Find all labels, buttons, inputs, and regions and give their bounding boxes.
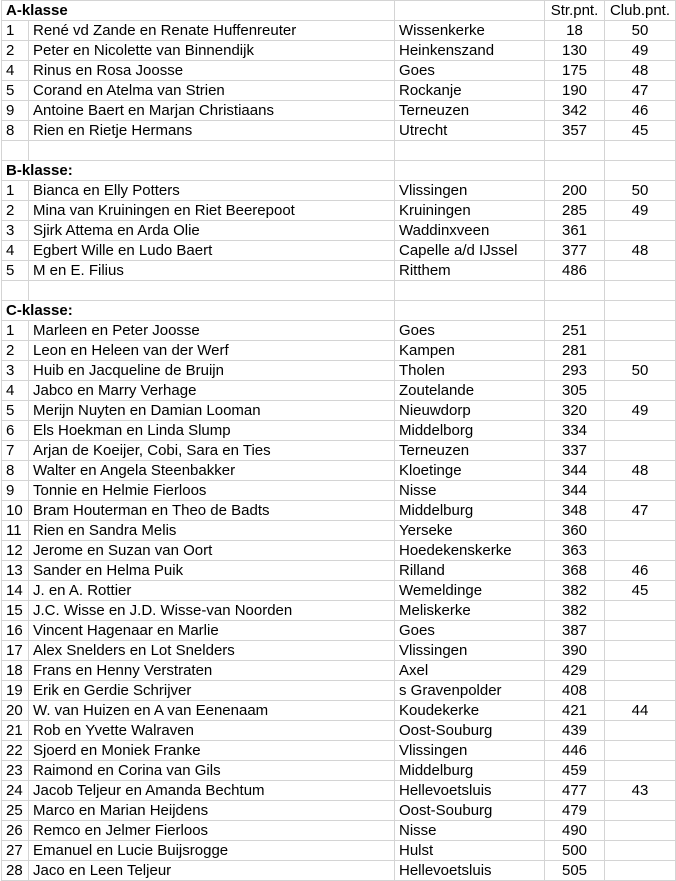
str-points-cell: 18 bbox=[545, 21, 605, 41]
place-cell: Kloetinge bbox=[395, 461, 545, 481]
place-cell: Nieuwdorp bbox=[395, 401, 545, 421]
str-points-cell: 334 bbox=[545, 421, 605, 441]
place-cell: Axel bbox=[395, 661, 545, 681]
str-points-cell: 486 bbox=[545, 261, 605, 281]
club-points-cell: 45 bbox=[605, 581, 676, 601]
club-points-cell: 46 bbox=[605, 561, 676, 581]
table-row bbox=[2, 821, 676, 841]
empty-cell bbox=[545, 141, 605, 161]
club-points-cell: 50 bbox=[605, 181, 676, 201]
rank-cell: 19 bbox=[2, 681, 29, 701]
club-points-cell bbox=[605, 741, 676, 761]
table-row bbox=[2, 61, 676, 81]
rank-cell: 5 bbox=[2, 401, 29, 421]
table-row bbox=[2, 321, 676, 341]
section-header-row bbox=[2, 161, 676, 181]
str-points-cell: 421 bbox=[545, 701, 605, 721]
rank-cell: 2 bbox=[2, 41, 29, 61]
place-cell: Goes bbox=[395, 321, 545, 341]
club-points-cell: 48 bbox=[605, 61, 676, 81]
rank-cell: 13 bbox=[2, 561, 29, 581]
team-name-cell: Alex Snelders en Lot Snelders bbox=[29, 641, 395, 661]
club-points-cell: 49 bbox=[605, 201, 676, 221]
str-points-cell: 500 bbox=[545, 841, 605, 861]
team-name-cell: René vd Zande en Renate Huffenreuter bbox=[29, 21, 395, 41]
rank-cell: 5 bbox=[2, 261, 29, 281]
table-row bbox=[2, 241, 676, 261]
str-points-cell: 251 bbox=[545, 321, 605, 341]
results-table-body bbox=[2, 1, 676, 881]
table-row bbox=[2, 381, 676, 401]
str-points-cell: 348 bbox=[545, 501, 605, 521]
place-cell: Hoedekenskerke bbox=[395, 541, 545, 561]
rank-cell: 1 bbox=[2, 21, 29, 41]
team-name-cell: Tonnie en Helmie Fierloos bbox=[29, 481, 395, 501]
table-row bbox=[2, 81, 676, 101]
place-cell: Wemeldinge bbox=[395, 581, 545, 601]
team-name-cell: Jacob Teljeur en Amanda Bechtum bbox=[29, 781, 395, 801]
team-name-cell: Sjirk Attema en Arda Olie bbox=[29, 221, 395, 241]
rank-cell: 10 bbox=[2, 501, 29, 521]
str-points-cell: 305 bbox=[545, 381, 605, 401]
str-points-cell: 377 bbox=[545, 241, 605, 261]
rank-cell: 3 bbox=[2, 221, 29, 241]
team-name-cell: M en E. Filius bbox=[29, 261, 395, 281]
section-header-row bbox=[2, 1, 676, 21]
club-points-cell bbox=[605, 601, 676, 621]
club-points-cell: 49 bbox=[605, 401, 676, 421]
team-name-cell: Jabco en Marry Verhage bbox=[29, 381, 395, 401]
str-points-cell: 368 bbox=[545, 561, 605, 581]
place-cell: Middelborg bbox=[395, 421, 545, 441]
str-points-cell: 429 bbox=[545, 661, 605, 681]
place-cell: Vlissingen bbox=[395, 641, 545, 661]
table-row bbox=[2, 621, 676, 641]
table-row bbox=[2, 681, 676, 701]
team-name-cell: Rien en Rietje Hermans bbox=[29, 121, 395, 141]
str-points-cell: 285 bbox=[545, 201, 605, 221]
str-points-cell: 360 bbox=[545, 521, 605, 541]
empty-cell bbox=[395, 301, 545, 321]
str-points-cell: 505 bbox=[545, 861, 605, 881]
rank-cell: 14 bbox=[2, 581, 29, 601]
club-points-cell bbox=[605, 321, 676, 341]
empty-cell bbox=[395, 281, 545, 301]
table-row bbox=[2, 641, 676, 661]
team-name-cell: J. en A. Rottier bbox=[29, 581, 395, 601]
empty-cell bbox=[605, 141, 676, 161]
club-points-cell: 48 bbox=[605, 461, 676, 481]
place-cell: Heinkenszand bbox=[395, 41, 545, 61]
rank-cell: 24 bbox=[2, 781, 29, 801]
place-cell: Meliskerke bbox=[395, 601, 545, 621]
team-name-cell: Arjan de Koeijer, Cobi, Sara en Ties bbox=[29, 441, 395, 461]
team-name-cell: Sander en Helma Puik bbox=[29, 561, 395, 581]
club-points-cell bbox=[605, 441, 676, 461]
table-row bbox=[2, 21, 676, 41]
team-name-cell: Sjoerd en Moniek Franke bbox=[29, 741, 395, 761]
table-row bbox=[2, 341, 676, 361]
place-cell: Tholen bbox=[395, 361, 545, 381]
str-points-cell: 190 bbox=[545, 81, 605, 101]
str-points-cell: 459 bbox=[545, 761, 605, 781]
team-name-cell: Leon en Heleen van der Werf bbox=[29, 341, 395, 361]
club-points-cell: 43 bbox=[605, 781, 676, 801]
str-points-cell: 439 bbox=[545, 721, 605, 741]
rank-cell: 4 bbox=[2, 381, 29, 401]
table-row bbox=[2, 461, 676, 481]
club-points-cell bbox=[605, 721, 676, 741]
team-name-cell: Els Hoekman en Linda Slump bbox=[29, 421, 395, 441]
table-row bbox=[2, 441, 676, 461]
rank-cell: 27 bbox=[2, 841, 29, 861]
spacer-row bbox=[2, 141, 676, 161]
rank-cell: 21 bbox=[2, 721, 29, 741]
place-cell: Koudekerke bbox=[395, 701, 545, 721]
place-cell: Oost-Souburg bbox=[395, 721, 545, 741]
empty-cell bbox=[395, 161, 545, 181]
place-cell: Middelburg bbox=[395, 761, 545, 781]
team-name-cell: Corand en Atelma van Strien bbox=[29, 81, 395, 101]
place-cell: Goes bbox=[395, 621, 545, 641]
club-points-cell bbox=[605, 341, 676, 361]
empty-cell bbox=[545, 301, 605, 321]
empty-cell bbox=[29, 281, 395, 301]
str-points-cell: 408 bbox=[545, 681, 605, 701]
team-name-cell: Walter en Angela Steenbakker bbox=[29, 461, 395, 481]
empty-cell bbox=[29, 141, 395, 161]
rank-cell: 8 bbox=[2, 461, 29, 481]
place-cell: Vlissingen bbox=[395, 741, 545, 761]
table-row bbox=[2, 361, 676, 381]
rank-cell: 25 bbox=[2, 801, 29, 821]
table-row bbox=[2, 521, 676, 541]
str-points-cell: 387 bbox=[545, 621, 605, 641]
team-name-cell: Egbert Wille en Ludo Baert bbox=[29, 241, 395, 261]
club-points-cell bbox=[605, 761, 676, 781]
str-points-cell: 446 bbox=[545, 741, 605, 761]
place-cell: Rilland bbox=[395, 561, 545, 581]
team-name-cell: Peter en Nicolette van Binnendijk bbox=[29, 41, 395, 61]
str-points-cell: 344 bbox=[545, 461, 605, 481]
table-row bbox=[2, 601, 676, 621]
table-row bbox=[2, 741, 676, 761]
place-cell: Hellevoetsluis bbox=[395, 861, 545, 881]
rank-cell: 16 bbox=[2, 621, 29, 641]
team-name-cell: Vincent Hagenaar en Marlie bbox=[29, 621, 395, 641]
str-points-cell: 363 bbox=[545, 541, 605, 561]
club-points-cell: 47 bbox=[605, 501, 676, 521]
table-row bbox=[2, 541, 676, 561]
empty-cell bbox=[2, 141, 29, 161]
rank-cell: 5 bbox=[2, 81, 29, 101]
section-title: A-klasse bbox=[2, 1, 395, 21]
place-cell: Nisse bbox=[395, 821, 545, 841]
team-name-cell: Jerome en Suzan van Oort bbox=[29, 541, 395, 561]
empty-cell bbox=[395, 141, 545, 161]
rank-cell: 17 bbox=[2, 641, 29, 661]
table-row bbox=[2, 701, 676, 721]
table-row bbox=[2, 761, 676, 781]
club-points-cell bbox=[605, 861, 676, 881]
club-points-cell bbox=[605, 841, 676, 861]
rank-cell: 9 bbox=[2, 481, 29, 501]
table-row bbox=[2, 781, 676, 801]
column-header-str: Str.pnt. bbox=[545, 1, 605, 21]
rank-cell: 23 bbox=[2, 761, 29, 781]
team-name-cell: Huib en Jacqueline de Bruijn bbox=[29, 361, 395, 381]
place-cell: Nisse bbox=[395, 481, 545, 501]
empty-cell bbox=[395, 1, 545, 21]
empty-cell bbox=[2, 281, 29, 301]
place-cell: Hellevoetsluis bbox=[395, 781, 545, 801]
place-cell: Zoutelande bbox=[395, 381, 545, 401]
str-points-cell: 337 bbox=[545, 441, 605, 461]
table-row bbox=[2, 861, 676, 881]
club-points-cell: 48 bbox=[605, 241, 676, 261]
club-points-cell bbox=[605, 821, 676, 841]
place-cell: Oost-Souburg bbox=[395, 801, 545, 821]
club-points-cell: 47 bbox=[605, 81, 676, 101]
place-cell: Kruiningen bbox=[395, 201, 545, 221]
empty-cell bbox=[545, 281, 605, 301]
rank-cell: 11 bbox=[2, 521, 29, 541]
team-name-cell: Merijn Nuyten en Damian Looman bbox=[29, 401, 395, 421]
str-points-cell: 382 bbox=[545, 601, 605, 621]
rank-cell: 15 bbox=[2, 601, 29, 621]
team-name-cell: Raimond en Corina van Gils bbox=[29, 761, 395, 781]
rank-cell: 2 bbox=[2, 341, 29, 361]
team-name-cell: J.C. Wisse en J.D. Wisse-van Noorden bbox=[29, 601, 395, 621]
column-header-club: Club.pnt. bbox=[605, 1, 676, 21]
club-points-cell bbox=[605, 381, 676, 401]
club-points-cell bbox=[605, 641, 676, 661]
table-row bbox=[2, 201, 676, 221]
club-points-cell: 44 bbox=[605, 701, 676, 721]
team-name-cell: Marleen en Peter Joosse bbox=[29, 321, 395, 341]
rank-cell: 18 bbox=[2, 661, 29, 681]
team-name-cell: Antoine Baert en Marjan Christiaans bbox=[29, 101, 395, 121]
rank-cell: 7 bbox=[2, 441, 29, 461]
str-points-cell: 390 bbox=[545, 641, 605, 661]
table-row bbox=[2, 261, 676, 281]
place-cell: s Gravenpolder bbox=[395, 681, 545, 701]
place-cell: Wissenkerke bbox=[395, 21, 545, 41]
club-points-cell bbox=[605, 541, 676, 561]
rank-cell: 26 bbox=[2, 821, 29, 841]
str-points-cell: 361 bbox=[545, 221, 605, 241]
str-points-cell: 477 bbox=[545, 781, 605, 801]
club-points-cell bbox=[605, 521, 676, 541]
club-points-cell bbox=[605, 661, 676, 681]
rank-cell: 4 bbox=[2, 61, 29, 81]
team-name-cell: Frans en Henny Verstraten bbox=[29, 661, 395, 681]
table-row bbox=[2, 581, 676, 601]
table-row bbox=[2, 121, 676, 141]
table-row bbox=[2, 401, 676, 421]
results-table bbox=[1, 0, 676, 881]
club-points-cell bbox=[605, 261, 676, 281]
table-row bbox=[2, 421, 676, 441]
club-points-cell bbox=[605, 801, 676, 821]
str-points-cell: 175 bbox=[545, 61, 605, 81]
table-row bbox=[2, 181, 676, 201]
rank-cell: 9 bbox=[2, 101, 29, 121]
club-points-cell bbox=[605, 621, 676, 641]
str-points-cell: 281 bbox=[545, 341, 605, 361]
rank-cell: 20 bbox=[2, 701, 29, 721]
team-name-cell: Jaco en Leen Teljeur bbox=[29, 861, 395, 881]
place-cell: Capelle a/d IJssel bbox=[395, 241, 545, 261]
table-row bbox=[2, 501, 676, 521]
place-cell: Waddinxveen bbox=[395, 221, 545, 241]
empty-cell bbox=[605, 301, 676, 321]
place-cell: Kampen bbox=[395, 341, 545, 361]
table-row bbox=[2, 661, 676, 681]
rank-cell: 1 bbox=[2, 321, 29, 341]
empty-cell bbox=[545, 161, 605, 181]
place-cell: Terneuzen bbox=[395, 441, 545, 461]
str-points-cell: 382 bbox=[545, 581, 605, 601]
spacer-row bbox=[2, 281, 676, 301]
str-points-cell: 344 bbox=[545, 481, 605, 501]
str-points-cell: 293 bbox=[545, 361, 605, 381]
club-points-cell: 45 bbox=[605, 121, 676, 141]
place-cell: Yerseke bbox=[395, 521, 545, 541]
str-points-cell: 479 bbox=[545, 801, 605, 821]
place-cell: Hulst bbox=[395, 841, 545, 861]
place-cell: Middelburg bbox=[395, 501, 545, 521]
club-points-cell: 49 bbox=[605, 41, 676, 61]
rank-cell: 6 bbox=[2, 421, 29, 441]
table-row bbox=[2, 721, 676, 741]
str-points-cell: 320 bbox=[545, 401, 605, 421]
table-row bbox=[2, 41, 676, 61]
team-name-cell: Emanuel en Lucie Buijsrogge bbox=[29, 841, 395, 861]
team-name-cell: Marco en Marian Heijdens bbox=[29, 801, 395, 821]
club-points-cell bbox=[605, 681, 676, 701]
team-name-cell: Bram Houterman en Theo de Badts bbox=[29, 501, 395, 521]
rank-cell: 12 bbox=[2, 541, 29, 561]
club-points-cell bbox=[605, 481, 676, 501]
club-points-cell: 50 bbox=[605, 361, 676, 381]
rank-cell: 4 bbox=[2, 241, 29, 261]
team-name-cell: Bianca en Elly Potters bbox=[29, 181, 395, 201]
place-cell: Rockanje bbox=[395, 81, 545, 101]
section-title: B-klasse: bbox=[2, 161, 395, 181]
place-cell: Ritthem bbox=[395, 261, 545, 281]
team-name-cell: Rob en Yvette Walraven bbox=[29, 721, 395, 741]
rank-cell: 8 bbox=[2, 121, 29, 141]
team-name-cell: Rinus en Rosa Joosse bbox=[29, 61, 395, 81]
table-row bbox=[2, 101, 676, 121]
empty-cell bbox=[605, 161, 676, 181]
team-name-cell: Mina van Kruiningen en Riet Beerepoot bbox=[29, 201, 395, 221]
place-cell: Utrecht bbox=[395, 121, 545, 141]
table-row bbox=[2, 221, 676, 241]
str-points-cell: 130 bbox=[545, 41, 605, 61]
str-points-cell: 357 bbox=[545, 121, 605, 141]
rank-cell: 1 bbox=[2, 181, 29, 201]
empty-cell bbox=[605, 281, 676, 301]
rank-cell: 22 bbox=[2, 741, 29, 761]
team-name-cell: Remco en Jelmer Fierloos bbox=[29, 821, 395, 841]
club-points-cell bbox=[605, 221, 676, 241]
team-name-cell: W. van Huizen en A van Eenenaam bbox=[29, 701, 395, 721]
rank-cell: 2 bbox=[2, 201, 29, 221]
team-name-cell: Erik en Gerdie Schrijver bbox=[29, 681, 395, 701]
place-cell: Terneuzen bbox=[395, 101, 545, 121]
section-title: C-klasse: bbox=[2, 301, 395, 321]
table-row bbox=[2, 481, 676, 501]
str-points-cell: 490 bbox=[545, 821, 605, 841]
table-row bbox=[2, 801, 676, 821]
place-cell: Goes bbox=[395, 61, 545, 81]
place-cell: Vlissingen bbox=[395, 181, 545, 201]
club-points-cell: 50 bbox=[605, 21, 676, 41]
str-points-cell: 200 bbox=[545, 181, 605, 201]
club-points-cell bbox=[605, 421, 676, 441]
section-header-row bbox=[2, 301, 676, 321]
team-name-cell: Rien en Sandra Melis bbox=[29, 521, 395, 541]
rank-cell: 28 bbox=[2, 861, 29, 881]
rank-cell: 3 bbox=[2, 361, 29, 381]
table-row bbox=[2, 841, 676, 861]
club-points-cell: 46 bbox=[605, 101, 676, 121]
table-row bbox=[2, 561, 676, 581]
str-points-cell: 342 bbox=[545, 101, 605, 121]
